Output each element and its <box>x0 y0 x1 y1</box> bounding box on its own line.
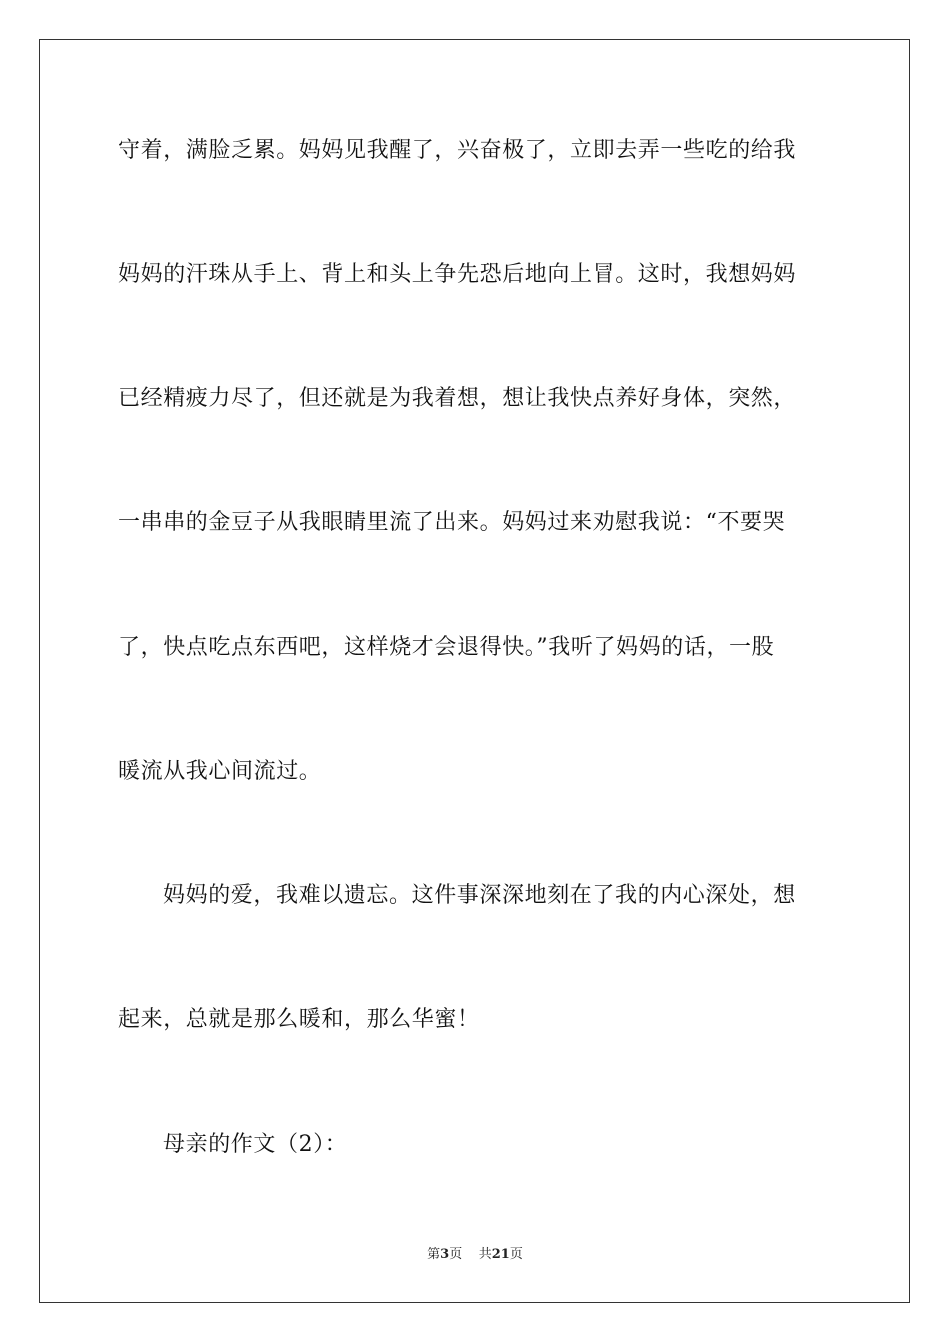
page-footer <box>0 1246 950 1264</box>
total-suffix: 页 <box>509 1247 523 1262</box>
page-suffix: 页 <box>449 1247 463 1262</box>
page-prefix: 第 <box>427 1247 441 1262</box>
total-pages-number: 21 <box>491 1247 510 1262</box>
paragraph-first-line: 妈妈的爱，我难以遗忘。这件事深深地刻在了我的内心深处，想 <box>163 883 796 908</box>
body-text-line: 了，快点吃点东西吧，这样烧才会退得快。”我听了妈妈的话，一股 <box>118 635 775 660</box>
total-prefix: 共 <box>478 1247 492 1262</box>
body-text-line: 暖流从我心间流过。 <box>118 759 322 784</box>
current-page-number: 3 <box>440 1247 450 1262</box>
body-text-line: 一串串的金豆子从我眼睛里流了出来。妈妈过来劝慰我说：“不要哭 <box>118 510 786 535</box>
page-border <box>39 39 910 1303</box>
section-heading: 母亲的作文（2）： <box>163 1132 348 1157</box>
body-text-line: 起来，总就是那么暖和，那么华蜜！ <box>118 1007 480 1032</box>
body-text-line: 已经精疲力尽了，但还就是为我着想，想让我快点养好身体，突然， <box>118 386 797 411</box>
body-text-line: 妈妈的汗珠从手上、背上和头上争先恐后地向上冒。这时，我想妈妈 <box>118 262 797 287</box>
body-text-line: 守着，满脸乏累。妈妈见我醒了，兴奋极了，立即去弄一些吃的给我 <box>118 138 797 163</box>
